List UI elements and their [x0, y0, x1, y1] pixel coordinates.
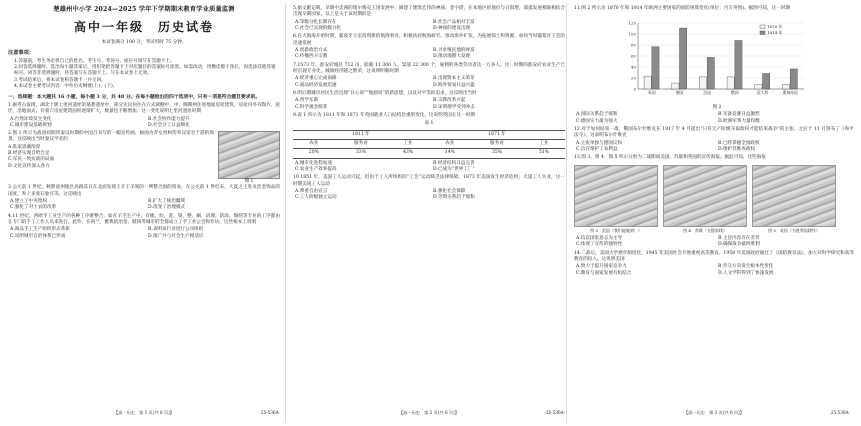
option: C.商品经济发展迅速 — [295, 82, 337, 88]
page-3 — [574, 6, 854, 279]
footer-code: ·25-536A· — [259, 410, 280, 415]
table-header-cell: 服务业 — [335, 139, 387, 148]
table-header-cell: 服务业 — [471, 139, 523, 148]
question-stem: 3.公元前 1 世纪，秋斯富州地区高路其日在北面发现王羊王羊领的一例整合国的贸易，在公元前 1 世纪末，大夏之王进贡贵金饰品的国度，奉上多张石象宫等。这反映出 — [8, 185, 280, 197]
table-header-cell: 农业 — [293, 139, 335, 148]
legend-swatch — [760, 25, 765, 29]
options — [293, 48, 565, 61]
option: C.强化了对土衣的改革 — [10, 205, 57, 211]
poster-caption: 图 5 英国（为胜利而耕作） — [768, 227, 820, 233]
question-stem: 13.图 3、图 4、图 5 所示分别为二战期间美国、苏联和英国的宣传海报。据此可知，这些海报 — [574, 155, 766, 161]
option: D.神庙的建设出现 — [433, 25, 471, 31]
options — [8, 199, 280, 212]
option: A.尊重自由宣言 — [295, 188, 328, 194]
option: D.维护苏维埃政权 — [718, 146, 756, 152]
x-tick-label: 法国 — [703, 90, 711, 96]
option: C.城市建设基础规划 — [10, 122, 52, 128]
question-stem: 11.图 2 所示为 1870 年和 1914 年欧洲主要国家的国防预算变化(单位：百万英镑)。据图可知，这一时期 — [574, 6, 790, 11]
option: A.经济重心完成南移 — [295, 76, 337, 82]
table-caption: 表 1 — [424, 121, 434, 127]
option: B.外交方向发生根本性变化 — [718, 264, 774, 270]
y-tick-label: 100 — [628, 31, 636, 37]
option: D.社会分工日益细化 — [148, 122, 190, 128]
question-stem: 4.11 世纪，西欧手工业生产的各种工序难整合，如在羊毛生产中，有梳、纺、洗、染、整、刷、清理、防涂、缝纫等专业的工序都由在专门的手工工作人员来进行。此外，在荷兰，雅典的冶金、锻铸等城市的全都成立了手工业公会和作坊。这些根本上说明 — [8, 213, 280, 226]
bar — [727, 77, 734, 89]
bar — [652, 47, 659, 89]
poster-caption: 图 4 苏联（支援前线） — [683, 227, 727, 233]
chart-caption: 图 2 — [712, 105, 722, 110]
option: C.农业生产效率提高 — [295, 166, 337, 172]
poster-captions — [574, 228, 854, 234]
option: B.社会协作能力提升 — [148, 116, 190, 122]
poster-image — [752, 165, 836, 227]
bar — [644, 76, 651, 89]
option: B.强化社会保障 — [433, 188, 466, 194]
bar — [672, 83, 679, 89]
option: D.欧洲军事力量均衡 — [718, 118, 760, 124]
footer-page: 【高一历史 第 2 页(共 6 页)】 — [399, 410, 459, 415]
option: C.社会已实现阶级分化 — [295, 25, 342, 31]
x-tick-label: 英国 — [648, 90, 656, 96]
option: A.国际关系趋于缓和 — [576, 112, 618, 118]
option: D.宋明理学受到冲击 — [433, 104, 475, 110]
option: D.海外贸易日益兴盛 — [433, 82, 475, 88]
options — [574, 264, 854, 277]
option: D.推动地理大发现 — [433, 54, 471, 60]
option: D.已成为“世界工厂” — [433, 166, 475, 172]
footer-code: ·25-536A· — [544, 410, 565, 415]
options — [8, 117, 280, 130]
option: C.说明城市自治体系已形成 — [10, 233, 66, 239]
option: B.表明该行业进行公司组织 — [148, 227, 204, 233]
y-tick-label: 0 — [633, 86, 636, 92]
options — [574, 112, 854, 125]
notes-item: 2.回答选择题时，选出每小题答案后，用铅笔把答题卡上对应题目的答案标号涂黑。如需改动，用橡皮擦干净后，再选涂其他答案标号。回答非选择题时，将答案写在答题卡上。写在本试卷上无效。 — [14, 64, 276, 77]
question-stem: 9.表 1 所示为 1811 年和 1871 年英国就业人口结构比重的变化。这说明英国在这一时期 — [293, 112, 475, 118]
option: C.体现了宣传的独特性 — [576, 242, 623, 248]
y-tick-label: 80 — [630, 42, 636, 48]
options — [293, 98, 565, 111]
question-stem: 5.据文献记载，早期中美洲的奥尔梅克王国发展中，修建了建筑宏伟的神庙、金字塔，在本地区的地位与日俱增，部落发展相联相结合出现早期国家，以上是关于该时期的是 — [293, 6, 565, 18]
option: A.台然环境发生变化 — [10, 116, 52, 122]
notes-item: 3.考试结束后，将本试卷和答题卡一并交回。 — [14, 77, 106, 83]
table-header-cell: 工业 — [523, 139, 565, 148]
options — [574, 236, 854, 249]
notes — [8, 50, 280, 90]
options — [293, 20, 565, 33]
legend-label: 1914 年 — [767, 30, 783, 36]
option: C.传播西方宗教 — [295, 54, 328, 60]
notes-heading: 注意事项： — [8, 50, 34, 57]
table-header-cell: 工业 — [387, 139, 429, 148]
options — [293, 189, 565, 202]
option: A.建立了中央集权 — [10, 199, 47, 205]
question-stem: 10.1851 年，美国工人运动兴起，但由于工人所组织的“工会”运动缺乏法律保障，1873 年美国发生经济危机，大量工人失业，这一时期美国工人运动 — [293, 175, 565, 187]
table-cell: 33% — [335, 149, 387, 158]
bar — [735, 41, 742, 90]
option: B.经济实现自给自足 — [8, 151, 50, 157]
y-tick-label: 120 — [628, 20, 636, 26]
question-2-block — [8, 131, 280, 185]
bar — [680, 28, 687, 89]
option: D.推广并与社会生产相适应 — [148, 233, 204, 239]
poster-image — [663, 165, 747, 227]
footer-page: 【高一历史 第 3 页(共 6 页)】 — [684, 410, 744, 415]
defense-budget-chart — [622, 15, 812, 110]
y-tick-label: 60 — [630, 53, 636, 59]
exam-info: 本试卷满分 100 分，考试用时 75 分钟。 — [101, 40, 187, 46]
y-tick-label: 40 — [630, 64, 636, 70]
option: C.德国实力最为强大 — [576, 118, 618, 124]
question-stem: 7.1573 年，淮安府城区 712 亩，船舶 11 300 人，渠道 22 300 个，雇佣的各类劳动者达一万多人。这一时期的淮安府农业生产已经出现专业化，城镇经济随之繁荣，这说明明朝时期 — [293, 62, 565, 74]
options — [293, 76, 565, 89]
employment-table — [293, 130, 565, 159]
table-cell: 35% — [471, 149, 523, 158]
school-line: 楚雄州中小学 2024—2025 学年下学期期末教育学业质量监测 — [53, 6, 235, 13]
notes-item: 4.本试卷主要考试内容：中外历史纲要(上)、(下)。 — [14, 83, 118, 89]
option: B.军备竞赛日益激烈 — [718, 112, 760, 118]
question-stem: 6.在大航海开始时期，葡萄牙王室投资新的航海事业，积极扶持航海研究，推动海外扩张，为拓展领土和资源，加快当时葡萄牙王室的迅速发展 — [293, 34, 565, 46]
section-heading: 一、选择题：本大题共 16 小题，每小题 3 分，共 48 分。在每小题给出的四个选项中，只有一项是符合题目要求的。 — [8, 94, 261, 101]
notes-item: 1.答题前，考生务必将自己的姓名、考生号、考场号、座位号填写在答题卡上。 — [14, 58, 175, 64]
option: C.教育与国家发展有机结合 — [576, 270, 632, 276]
options — [574, 141, 854, 154]
table-cell: 43% — [387, 149, 429, 158]
option: D.人文学科得到了快速发展 — [718, 270, 774, 276]
table-cell: 51% — [523, 149, 565, 158]
x-tick-label: 俄国 — [731, 90, 739, 96]
bar — [699, 77, 706, 89]
question-stem: 12.对于如何结束一战，俄国布尔什维克在 1917 年 4 月提出“只有无产阶级夺取政权才能结束战争”的主张，之后于 11 月颁布了《和平法令》，这表明布尔什维克 — [574, 126, 854, 139]
bar — [755, 85, 762, 89]
option: C.科学观念萌芽 — [295, 104, 328, 110]
option: B.社会产品相对丰富 — [433, 19, 475, 25]
option: B.宗教改革兴起 — [433, 98, 466, 104]
option: A.致力于提升国家竞争力 — [576, 264, 627, 270]
option: C.军民一致抗战的局面 — [8, 157, 55, 163]
question-stem: 1.据考古发现，湖北十堰七里河遗址的墓葬遗址中，部分先民居住在穴式窝棚中，中、晚期则住进地面房屋建筑，房屋内外有陶片、泥坯，沿地面式、有墓穴房屋建筑固积逐渐扩大，数量也不断增加，这一变化说明七里河遗址时期 — [8, 102, 280, 115]
option: A.等级分化长期存在 — [295, 19, 337, 25]
option: D.劳资关系趋于缓和 — [433, 195, 475, 201]
page-2 — [293, 6, 565, 204]
option: A.私家思潮浓厚 — [8, 144, 41, 150]
poster-image — [574, 165, 658, 227]
option: B.已经掌握全国政权 — [718, 140, 760, 146]
option: A.西学东渐 — [295, 98, 319, 104]
figure-caption: 图 1 — [244, 179, 254, 185]
option: C.工人阶级独立运动 — [295, 195, 337, 201]
column-divider — [566, 4, 567, 422]
bar — [763, 74, 770, 90]
table-header-cell: 农业 — [429, 139, 471, 148]
options — [8, 227, 280, 240]
option: C.旨在维护工农利益 — [576, 146, 618, 152]
option: B.扩大了统治疆域 — [148, 199, 185, 205]
question-stem: 14.二战后，美国大学逐步制度化，1945 年美国社会开始重视高等教育。1958 年美国政府通过了《国防教育法》，加大对科学研究和高等教育的投入。这说明美国 — [574, 250, 854, 263]
x-tick-label: 奥匈帝国 — [782, 90, 798, 96]
bar — [782, 85, 789, 90]
option: A.商品手工生产组织形式革新 — [10, 227, 70, 233]
footer-code: ·25-536A· — [829, 410, 850, 415]
exam-title: 高中一年级 历史试卷 — [73, 19, 214, 34]
footer-page: 【高一历史 第 1 页(共 6 页)】 — [114, 410, 174, 415]
option: B.寻求殖民地的财富 — [433, 47, 475, 53]
x-tick-label: 德国 — [675, 90, 684, 96]
table-cell: 14% — [429, 149, 471, 158]
option: B.经济结构日益完善 — [433, 160, 475, 166]
option: D.文化宣传深入各方 — [8, 163, 50, 169]
legend-label: 1870 年 — [767, 24, 783, 30]
option: A.均以国家意志为主导 — [576, 236, 623, 242]
table-group-header: 1871 年 — [429, 130, 565, 139]
option: B.出现资本主义萌芽 — [433, 76, 475, 82]
bar — [790, 69, 797, 89]
legend-swatch — [760, 31, 765, 35]
bar — [707, 58, 714, 90]
table-cell: 20% — [293, 149, 335, 158]
page-1 — [8, 6, 280, 242]
option: D.改变了治理模式 — [148, 205, 186, 211]
bar-chart — [622, 15, 812, 105]
option: A.主张单独与德国议和 — [576, 140, 623, 146]
option: A.城市化进程加速 — [295, 160, 332, 166]
option: D.确保战争最终胜利 — [718, 242, 760, 248]
column-divider — [285, 4, 286, 422]
y-tick-label: 20 — [630, 75, 636, 81]
poster-row — [574, 165, 854, 227]
question-stem: 2.图 1 所示为战国初期到秦汉时期的中国吕书写的一幅宣传画，画面为奔女西柯侍奉汉帝甘于游的场景。这反映出当时秦汉学者的 — [8, 131, 214, 143]
figure-1-image — [218, 131, 280, 179]
option: A.创新政治方式 — [295, 47, 328, 53]
question-stem: 8.明后期城市居民生活出现“日心说”“地圆说”的新思想，以及对平等的追求，这反映出当时 — [293, 90, 477, 96]
options — [293, 161, 565, 174]
table-group-header: 1811 年 — [293, 130, 429, 139]
poster-caption: 图 3 美国（我们能做到！） — [590, 227, 642, 233]
x-tick-label: 意大利 — [756, 90, 769, 96]
option: B.主旨内容存在差异 — [718, 236, 760, 242]
